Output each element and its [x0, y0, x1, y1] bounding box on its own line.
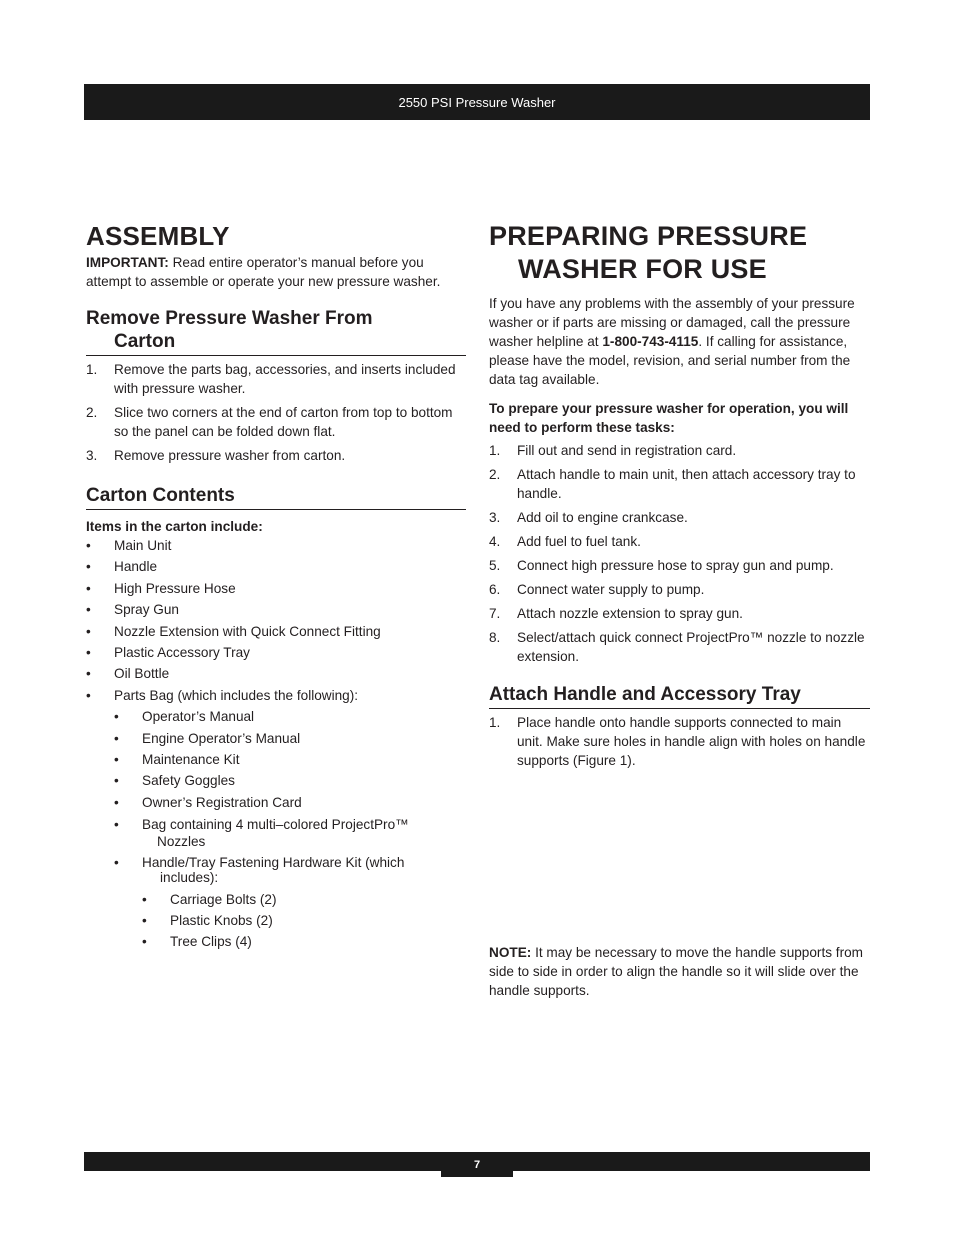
- tasks-intro: To prepare your pressure washer for operation, you will need to perform these tasks:: [489, 401, 849, 435]
- list-item: 2. Slice two corners at the end of carton from top to bottom so the panel can be folded down flat.: [86, 405, 453, 439]
- important-text: Read entire operator’s manual before you attempt to assemble or operate your new pressure washer.: [86, 255, 441, 289]
- helpline-paragraph: If you have any problems with the assembly of your pressure washer or if parts are missing or damaged, call the pressure washer helpline at 1-800-743-4115. If calling for assistance, please have the model, revision, and serial number from the data tag available.: [489, 296, 855, 387]
- preparing-title: [489, 220, 870, 286]
- tasks-list: [489, 441, 870, 666]
- list-item: 3. Remove pressure washer from carton.: [86, 448, 346, 463]
- list-item: • Nozzle Extension with Quick Connect Fitting: [86, 623, 381, 639]
- attach-steps-list: [489, 713, 870, 770]
- page-number: 7: [441, 1152, 513, 1177]
- list-item: 3. Add oil to engine crankcase.: [489, 510, 688, 525]
- right-column: [489, 220, 870, 998]
- list-item: • Tree Clips (4): [142, 934, 252, 950]
- list-item: • Carriage Bolts (2): [142, 891, 277, 907]
- list-item: • Oil Bottle: [86, 666, 170, 682]
- helpline-number: 1-800-743-4115: [602, 334, 699, 349]
- list-item: • Main Unit: [86, 538, 172, 553]
- list-item: • Owner’s Registration Card: [114, 794, 302, 810]
- important-note: [86, 253, 466, 291]
- list-item: • Operator’s Manual: [114, 709, 255, 725]
- preparing-title-line2: WASHER FOR USE: [518, 254, 767, 284]
- list-item: • Plastic Knobs (2): [142, 913, 273, 929]
- list-item: • Handle/Tray Fastening Hardware Kit (which includes):: [114, 854, 405, 885]
- list-item: • Engine Operator’s Manual: [114, 730, 301, 746]
- contents-list: [86, 536, 466, 705]
- note-label: NOTE:: [489, 945, 532, 960]
- remove-heading-line1: Remove Pressure Washer From: [86, 308, 373, 329]
- list-item: 7. Attach nozzle extension to spray gun.: [489, 606, 743, 621]
- note-paragraph: NOTE: It may be necessary to move the handle supports from side to side in order to align the handle so it will slide over the handle supports.: [489, 945, 863, 998]
- list-item: 6. Connect water supply to pump.: [489, 582, 705, 597]
- hardware-list: [142, 890, 466, 952]
- list-item: • Spray Gun: [86, 602, 179, 618]
- list-item: • High Pressure Hose: [86, 580, 236, 596]
- list-item: • Parts Bag (which includes the following):: [86, 687, 359, 703]
- list-item: 8. Select/attach quick connect ProjectPro™ nozzle to nozzle extension.: [489, 630, 865, 664]
- list-item: • Safety Goggles: [114, 773, 235, 789]
- left-column: [86, 220, 466, 954]
- carton-contents-heading: Carton Contents: [86, 484, 466, 510]
- list-item: • Bag containing 4 multi–colored ProjectPro™ Nozzles: [114, 816, 409, 849]
- attach-heading: Attach Handle and Accessory Tray: [489, 683, 870, 709]
- important-label: IMPORTANT:: [86, 255, 169, 270]
- contents-intro: Items in the carton include:: [86, 519, 263, 534]
- list-item: 4. Add fuel to fuel tank.: [489, 534, 641, 549]
- list-item: 5. Connect high pressure hose to spray gun and pump.: [489, 558, 834, 573]
- remove-steps-list: [86, 360, 466, 465]
- header-bar: [84, 84, 870, 120]
- manual-title: 2550 PSI Pressure Washer: [398, 94, 556, 110]
- list-item: 1. Remove the parts bag, accessories, and inserts included with pressure washer.: [86, 362, 456, 396]
- list-item: 1. Place handle onto handle supports connected to main unit. Make sure holes in handle align with holes on handle supports (Figure 1).: [489, 715, 866, 768]
- list-item: • Plastic Accessory Tray: [86, 644, 250, 660]
- list-item: 1. Fill out and send in registration card.: [489, 443, 737, 458]
- preparing-title-line1: PREPARING PRESSURE: [489, 221, 808, 251]
- list-item: • Handle: [86, 559, 158, 575]
- remove-heading: [86, 307, 466, 356]
- remove-heading-line2: Carton: [114, 331, 176, 352]
- parts-bag-list: [114, 707, 466, 885]
- list-item: • Maintenance Kit: [114, 751, 240, 767]
- assembly-title: ASSEMBLY: [86, 221, 230, 251]
- list-item: 2. Attach handle to main unit, then attach accessory tray to handle.: [489, 467, 856, 501]
